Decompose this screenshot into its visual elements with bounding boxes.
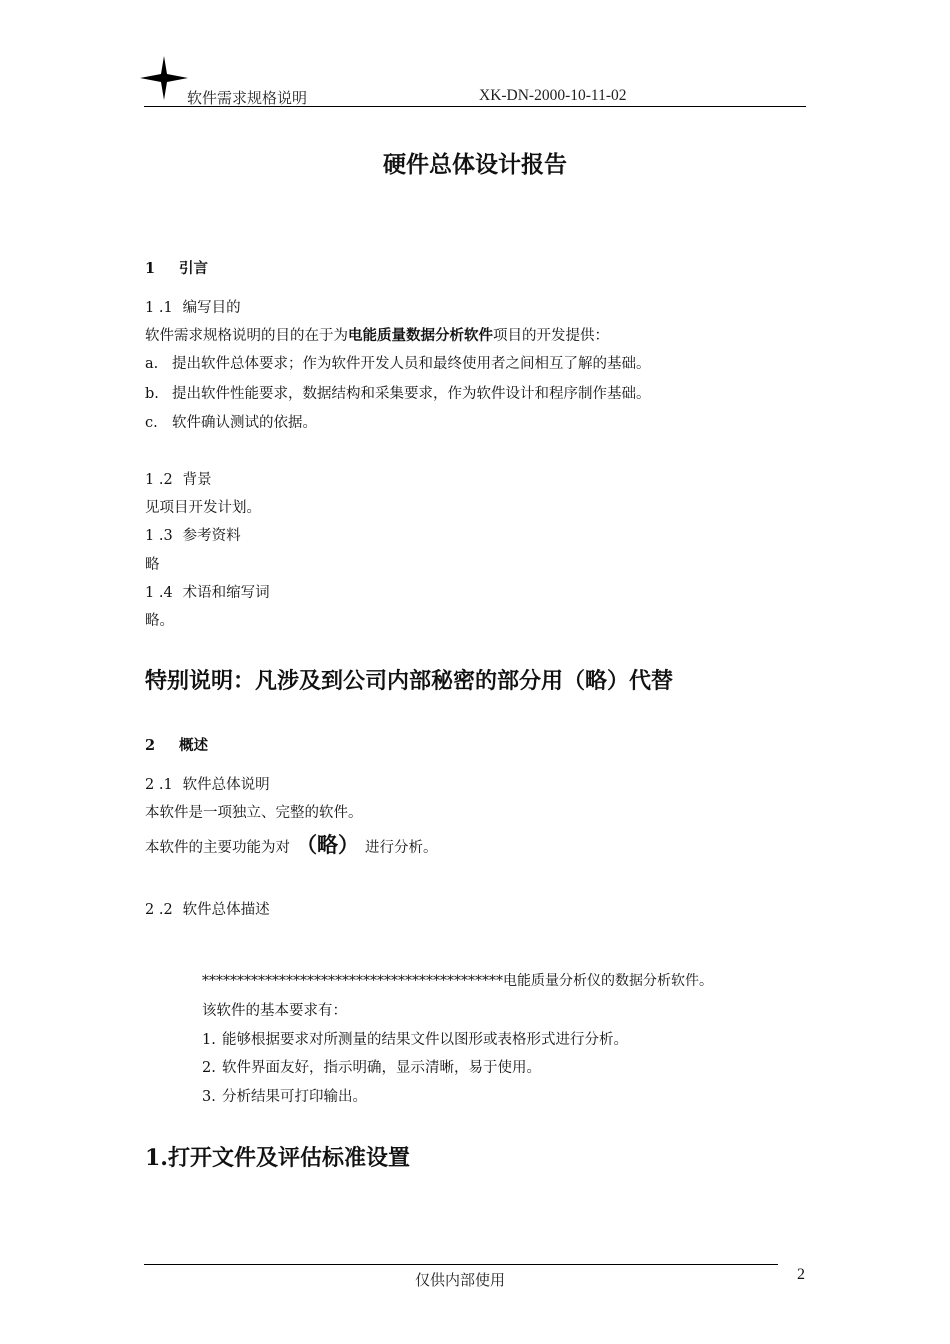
overview-body-1: 本软件是一项独立、完整的软件。 (145, 805, 363, 821)
subsection-label: 软件总体描述 (182, 902, 270, 918)
subsection-2-2 (145, 898, 270, 919)
list-text: 软件界面友好，指示明确，显示清晰，易于使用。 (222, 1060, 541, 1076)
section-label: 概述 (179, 737, 208, 754)
subsection-number: 2 .1 (145, 777, 173, 793)
subsection-number: 1 .3 (145, 528, 173, 544)
list-marker: c. (145, 415, 158, 431)
list-marker: 1. (202, 1032, 216, 1048)
section-label: 引言 (179, 260, 208, 277)
subsection-label: 软件总体说明 (182, 777, 270, 793)
page-number: 2 (797, 1266, 805, 1283)
purpose-paragraph (145, 324, 609, 345)
header-doc-code: XK-DN-2000-10-11-02 (479, 87, 627, 104)
purpose-pre: 软件需求规格说明的目的在于为 (145, 328, 348, 344)
subsection-label: 编写目的 (182, 300, 241, 316)
subsection-1-3 (145, 524, 241, 545)
purpose-project-name: 电能质量数据分析软件 (348, 328, 493, 344)
subsection-2-1 (145, 773, 270, 794)
subsection-number: 1 .2 (145, 472, 173, 488)
header-doc-title: 软件需求规格说明 (187, 89, 308, 107)
open-file-heading: 1.打开文件及评估标准设置 (145, 1145, 410, 1171)
star-logo-icon (140, 56, 188, 100)
purpose-post: 项目的开发提供： (493, 328, 609, 344)
list-item (202, 1028, 628, 1049)
subsection-number: 2 .2 (145, 902, 173, 918)
list-marker: 2. (202, 1060, 216, 1076)
section-1-heading (145, 257, 208, 278)
special-note-heading: 特别说明：凡涉及到公司内部秘密的部分用（略）代替 (145, 668, 674, 694)
list-text: 能够根据要求对所测量的结果文件以图形或表格形式进行分析。 (222, 1032, 628, 1048)
footer-text: 仅供内部使用 (414, 1271, 505, 1289)
overview-body-2 (145, 829, 438, 859)
list-item (145, 382, 651, 403)
list-item (145, 411, 317, 432)
list-item (202, 1056, 541, 1077)
list-item (145, 352, 651, 373)
requirements-intro: 该软件的基本要求有： (202, 1003, 347, 1019)
list-text: 软件确认测试的依据。 (172, 415, 317, 431)
background-body: 见项目开发计划。 (145, 500, 261, 516)
subsection-label: 术语和缩写词 (182, 585, 270, 601)
subsection-label: 参考资料 (182, 528, 241, 544)
subsection-1-4 (145, 581, 270, 602)
references-body: 略 (145, 557, 160, 573)
list-text: 分析结果可打印输出。 (222, 1089, 367, 1105)
footer-rule (144, 1264, 778, 1265)
list-marker: 3. (202, 1089, 216, 1105)
list-marker: a. (145, 356, 159, 372)
list-marker: b. (145, 386, 159, 402)
software-description: *******************************************电能质量分析仪的数据分析软件。 (202, 973, 713, 989)
overview-body-2-pre: 本软件的主要功能为对 (145, 840, 290, 856)
header-rule (144, 106, 806, 107)
list-item (202, 1085, 367, 1106)
section-2-heading (145, 734, 208, 755)
section-number: 2 (145, 737, 156, 754)
subsection-label: 背景 (182, 472, 212, 488)
subsection-1-2 (145, 468, 212, 489)
document-title: 硬件总体设计报告 (383, 151, 567, 178)
list-text: 提出软件性能要求，数据结构和采集要求，作为软件设计和程序制作基础。 (172, 386, 651, 402)
subsection-number: 1 .4 (145, 585, 173, 601)
omitted-marker: （略） (296, 832, 359, 857)
terms-body: 略。 (145, 613, 174, 629)
overview-body-2-post: 进行分析。 (365, 840, 438, 856)
list-text: 提出软件总体要求；作为软件开发人员和最终使用者之间相互了解的基础。 (172, 356, 651, 372)
subsection-number: 1 .1 (145, 300, 173, 316)
subsection-1-1 (145, 296, 241, 317)
section-number: 1 (145, 260, 156, 277)
